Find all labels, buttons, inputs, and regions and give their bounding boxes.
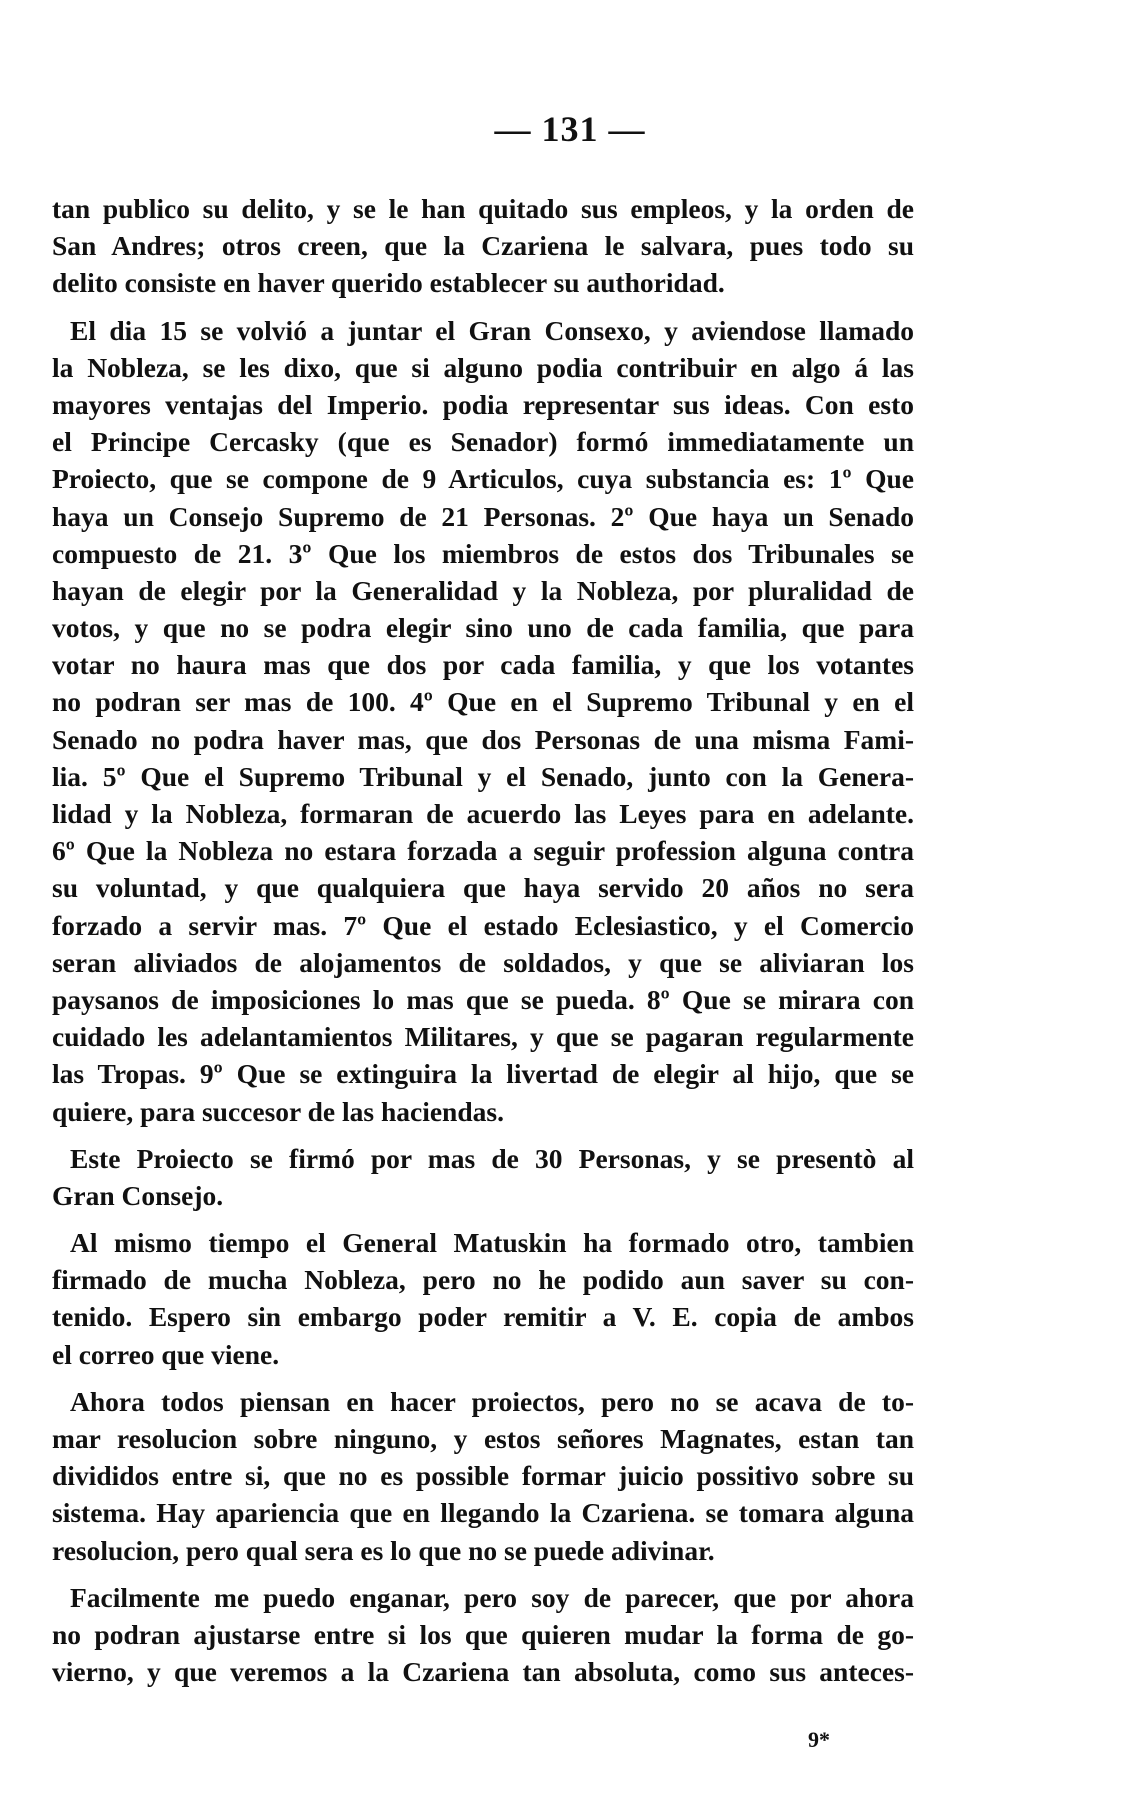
text-line: cuidado les adelantamientos Militares, y que se pagaran regularmente — [52, 1021, 914, 1053]
text-line: no podran ajustarse entre si los que quieren mudar la forma de go- — [52, 1618, 914, 1650]
text-line: Senado no podra haver mas, que dos Personas de una misma Fami- — [52, 723, 914, 755]
text-line: 6º Que la Nobleza no estara forzada a seguir profession alguna contra — [52, 835, 914, 867]
text-line: Este Proiecto se firmó por mas de 30 Personas, y se presentò al — [70, 1142, 914, 1174]
text-line: tenido. Espero sin embargo poder remitir a V. E. copia de ambos — [52, 1301, 914, 1333]
text-line: lia. 5º Que el Supremo Tribunal y el Senado, junto con la Genera- — [52, 760, 914, 792]
text-line: tan publico su delito, y se le han quitado sus empleos, y la orden de — [52, 193, 914, 224]
signature-mark: 9* — [808, 1727, 830, 1752]
text-line: votos, y que no se podra elegir sino uno de cada familia, que para — [52, 612, 914, 644]
text-line: compuesto de 21. 3º Que los miembros de estos dos Tribunales se — [52, 537, 914, 569]
text-line: delito consiste en haver querido establecer su authoridad. — [52, 267, 725, 299]
text-line: Proiecto, que se compone de 9 Articulos, cuya substancia es: 1º Que — [52, 463, 914, 495]
paragraph-gap — [52, 1130, 914, 1140]
text-line: su voluntad, y que qualquiera que haya servido 20 años no sera — [52, 872, 914, 904]
text-line: el correo que viene. — [52, 1338, 280, 1370]
text-line: firmado de mucha Nobleza, pero no he podido aun saver su con- — [52, 1264, 914, 1296]
text-line: vierno, y que veremos a la Czariena tan absoluta, como sus anteces- — [52, 1656, 914, 1688]
text-line: Ahora todos piensan en hacer proiectos, pero no se acava de to- — [70, 1385, 914, 1417]
text-line: quiere, para succesor de las haciendas. — [52, 1095, 504, 1127]
text-line: las Tropas. 9º Que se extinguira la livertad de elegir al hijo, que se — [52, 1058, 914, 1090]
text-line: divididos entre si, que no es possible formar juicio possitivo sobre su — [52, 1460, 914, 1492]
text-line: haya un Consejo Supremo de 21 Personas. 2º Que haya un Senado — [52, 500, 914, 532]
text-line: lidad y la Nobleza, formaran de acuerdo las Leyes para en adelante. — [52, 798, 914, 829]
text-line: El dia 15 se volvió a juntar el Gran Consexo, y aviendose llamado — [70, 314, 914, 346]
text-line: mayores ventajas del Imperio. podia representar sus ideas. Con esto — [52, 388, 914, 420]
text-line: paysanos de imposiciones lo mas que se pueda. 8º Que se mirara con — [52, 983, 914, 1015]
text-line: mar resolucion sobre ninguno, y estos señores Magnates, estan tan — [52, 1423, 914, 1454]
text-line: Facilmente me puedo enganar, pero soy de parecer, que por ahora — [70, 1581, 914, 1613]
text-line: votar no haura mas que dos por cada familia, y que los votantes — [52, 649, 914, 681]
paragraph-gap — [52, 1214, 914, 1224]
text-line: Al mismo tiempo el General Matuskin ha formado otro, tambien — [70, 1227, 914, 1259]
text-line: forzado a servir mas. 7º Que el estado Eclesiastico, y el Comercio — [52, 909, 914, 941]
page-number: — 131 — — [494, 109, 646, 149]
text-line: hayan de elegir por la Generalidad y la Nobleza, por pluralidad de — [52, 574, 914, 606]
paragraph-gap — [52, 1569, 914, 1579]
text-line: Gran Consejo. — [52, 1179, 224, 1211]
text-line: la Nobleza, se les dixo, que si alguno podia contribuir en algo á las — [52, 351, 914, 383]
paragraph-gap — [52, 1373, 914, 1383]
text-line: resolucion, pero qual sera es lo que no se puede adivinar. — [52, 1534, 715, 1566]
text-line: San Andres; otros creen, que la Czariena le salvara, pues todo su — [52, 230, 914, 262]
paragraph-gap — [52, 302, 914, 312]
text-line: seran aliviados de alojamentos de soldados, y que se aliviaran los — [52, 946, 914, 978]
text-line: el Principe Cercasky (que es Senador) formó immediatamente un — [52, 426, 914, 458]
document-body — [52, 190, 914, 1690]
text-line: sistema. Hay apariencia que en llegando la Czariena. se tomara alguna — [52, 1497, 914, 1529]
text-line: no podran ser mas de 100. 4º Que en el Supremo Tribunal y en el — [52, 686, 914, 718]
